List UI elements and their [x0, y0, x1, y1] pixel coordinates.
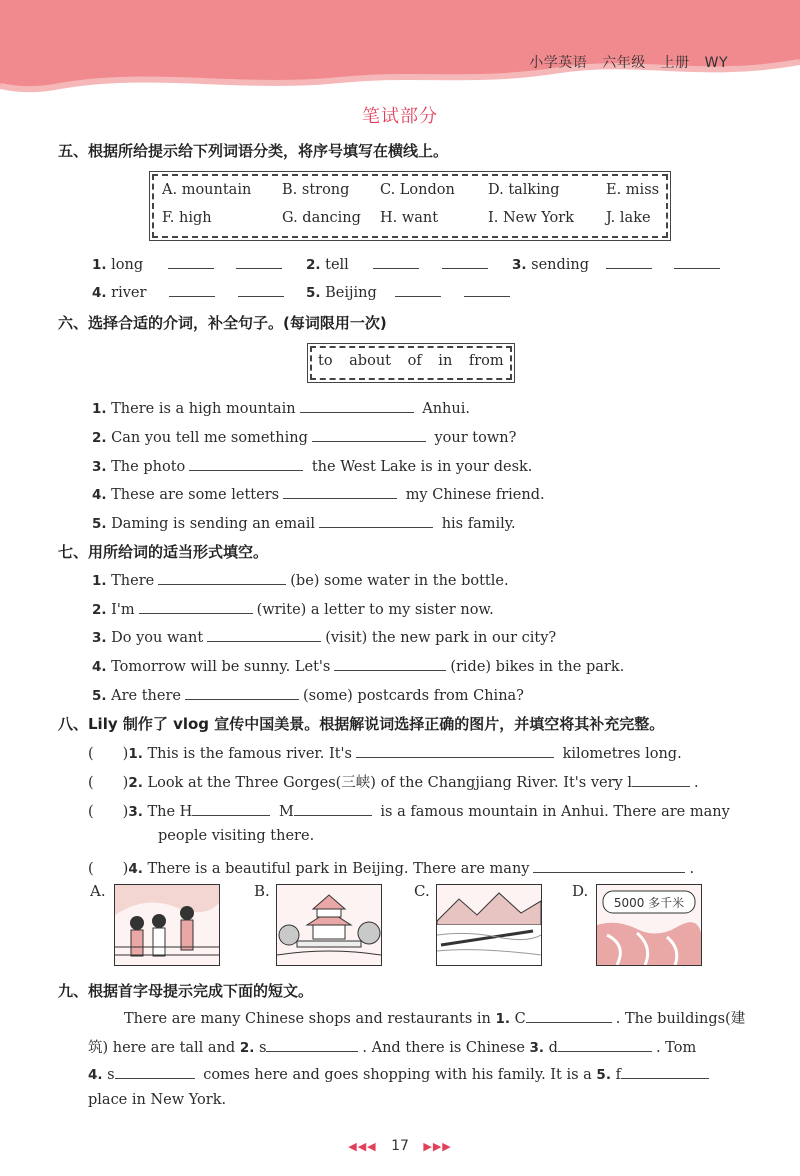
- option: G. dancing: [282, 210, 361, 226]
- left-arrows-icon: ◀◀◀: [348, 1140, 377, 1153]
- picture-label-a: A.: [90, 882, 106, 900]
- option: I. New York: [488, 210, 574, 226]
- answer-blank[interactable]: [606, 254, 652, 269]
- answer-blank[interactable]: [334, 656, 446, 671]
- sec5-item-5: 5. Beijing: [306, 282, 514, 301]
- picture-a-people-park[interactable]: [114, 884, 220, 966]
- answer-blank[interactable]: [236, 254, 282, 269]
- answer-blank[interactable]: [300, 398, 414, 413]
- option: C. London: [380, 182, 455, 198]
- header-text: 小学英语 六年级 上册 WY: [529, 55, 728, 71]
- passage-line-3: 4. s comes here and goes shopping with his family. It is a 5. f: [88, 1064, 713, 1083]
- answer-blank[interactable]: [189, 456, 303, 471]
- answer-blank[interactable]: [558, 1037, 652, 1052]
- answer-blank[interactable]: [674, 254, 720, 269]
- sec5-item-1: 1. long: [92, 254, 286, 273]
- sec5-item-2: 2. tell: [306, 254, 492, 273]
- sec8-item-1: ( )1. This is the famous river. It's kilometres long.: [88, 742, 682, 763]
- answer-blank[interactable]: [621, 1064, 709, 1079]
- answer-blank[interactable]: [115, 1064, 195, 1079]
- answer-blank[interactable]: [207, 627, 321, 642]
- sec6-item-2: 2. Can you tell me something your town?: [92, 427, 516, 446]
- sec5-item-4: 4. river: [92, 282, 288, 301]
- sec8-item-2: ( )2. Look at the Three Gorges(三峡) of the Changjiang River. It's very l .: [88, 771, 699, 792]
- option: B. strong: [282, 182, 350, 198]
- picture-c-river[interactable]: [436, 884, 542, 966]
- picture-b-pagoda[interactable]: [276, 884, 382, 966]
- answer-blank[interactable]: [395, 282, 441, 297]
- section6-heading: 六、选择合适的介词，补全句子。(每词限用一次): [58, 314, 387, 332]
- answer-blank[interactable]: [185, 685, 299, 700]
- passage-line-2: 筑) here are tall and 2. s . And there is Chinese 3. d . Tom: [88, 1036, 696, 1057]
- sec7-item-2: 2. I'm (write) a letter to my sister now.: [92, 599, 494, 618]
- passage-line-4: place in New York.: [88, 1092, 227, 1108]
- section7-heading: 七、用所给词的适当形式填空。: [58, 543, 269, 561]
- answer-blank[interactable]: [238, 282, 284, 297]
- answer-blank[interactable]: [464, 282, 510, 297]
- answer-blank[interactable]: [266, 1037, 358, 1052]
- answer-blank[interactable]: [319, 513, 433, 528]
- option: D. talking: [488, 182, 560, 198]
- option: E. miss: [606, 182, 660, 198]
- picture-d-caption: 5000 多千米: [613, 896, 685, 910]
- section8-heading: 八、Lily 制作了 vlog 宣传中国美景。根据解说词选择正确的图片，并填空将其补充完整。: [58, 715, 665, 733]
- section5-heading: 五、根据所给提示给下列词语分类，将序号填写在横线上。: [58, 142, 449, 160]
- option: A. mountain: [162, 182, 252, 198]
- sec7-item-4: 4. Tomorrow will be sunny. Let's (ride) bikes in the park.: [92, 656, 624, 675]
- right-arrows-icon: ▶▶▶: [423, 1140, 452, 1153]
- picture-label-b: B.: [254, 882, 270, 900]
- page-number: ◀◀◀ 17 ▶▶▶: [348, 1138, 452, 1154]
- answer-blank[interactable]: [373, 254, 419, 269]
- answer-blank[interactable]: [533, 858, 685, 873]
- passage-line-1: There are many Chinese shops and restaurants in 1. C . The buildings(建: [124, 1007, 745, 1028]
- picture-label-c: C.: [414, 882, 430, 900]
- sec7-item-5: 5. Are there (some) postcards from China?: [92, 685, 524, 704]
- answer-blank[interactable]: [192, 801, 270, 816]
- sec7-item-1: 1. There (be) some water in the bottle.: [92, 570, 509, 589]
- answer-blank[interactable]: [139, 599, 253, 614]
- option: J. lake: [606, 210, 651, 226]
- sec8-item-4: ( )4. There is a beautiful park in Beijing. There are many .: [88, 857, 694, 878]
- sec5-item-3: 3. sending: [512, 254, 724, 273]
- answer-blank[interactable]: [158, 570, 286, 585]
- section9-heading: 九、根据首字母提示完成下面的短文。: [58, 982, 314, 1000]
- answer-blank[interactable]: [526, 1008, 612, 1023]
- option: H. want: [380, 210, 439, 226]
- picture-label-d: D.: [572, 882, 589, 900]
- answer-blank[interactable]: [283, 484, 397, 499]
- sec6-item-5: 5. Daming is sending an email his family.: [92, 513, 516, 532]
- answer-blank[interactable]: [168, 254, 214, 269]
- sec8-item-3: ( )3. The H M is a famous mountain in Anhui. There are many: [88, 800, 730, 821]
- sec6-item-3: 3. The photo the West Lake is in your desk.: [92, 456, 532, 475]
- option: F. high: [162, 210, 212, 226]
- preposition-list: to about of in from: [318, 353, 504, 369]
- answer-blank[interactable]: [632, 772, 690, 787]
- answer-blank[interactable]: [169, 282, 215, 297]
- answer-blank[interactable]: [312, 427, 426, 442]
- answer-blank[interactable]: [356, 743, 554, 758]
- sec8-item-3-continued: people visiting there.: [158, 828, 315, 844]
- picture-d-waterfall[interactable]: [596, 884, 702, 966]
- sec7-item-3: 3. Do you want (visit) the new park in our city?: [92, 627, 556, 646]
- answer-blank[interactable]: [442, 254, 488, 269]
- sec6-item-1: 1. There is a high mountain Anhui.: [92, 398, 470, 417]
- sec6-item-4: 4. These are some letters my Chinese friend.: [92, 484, 545, 503]
- answer-blank[interactable]: [294, 801, 372, 816]
- page-title: 笔试部分: [362, 106, 438, 127]
